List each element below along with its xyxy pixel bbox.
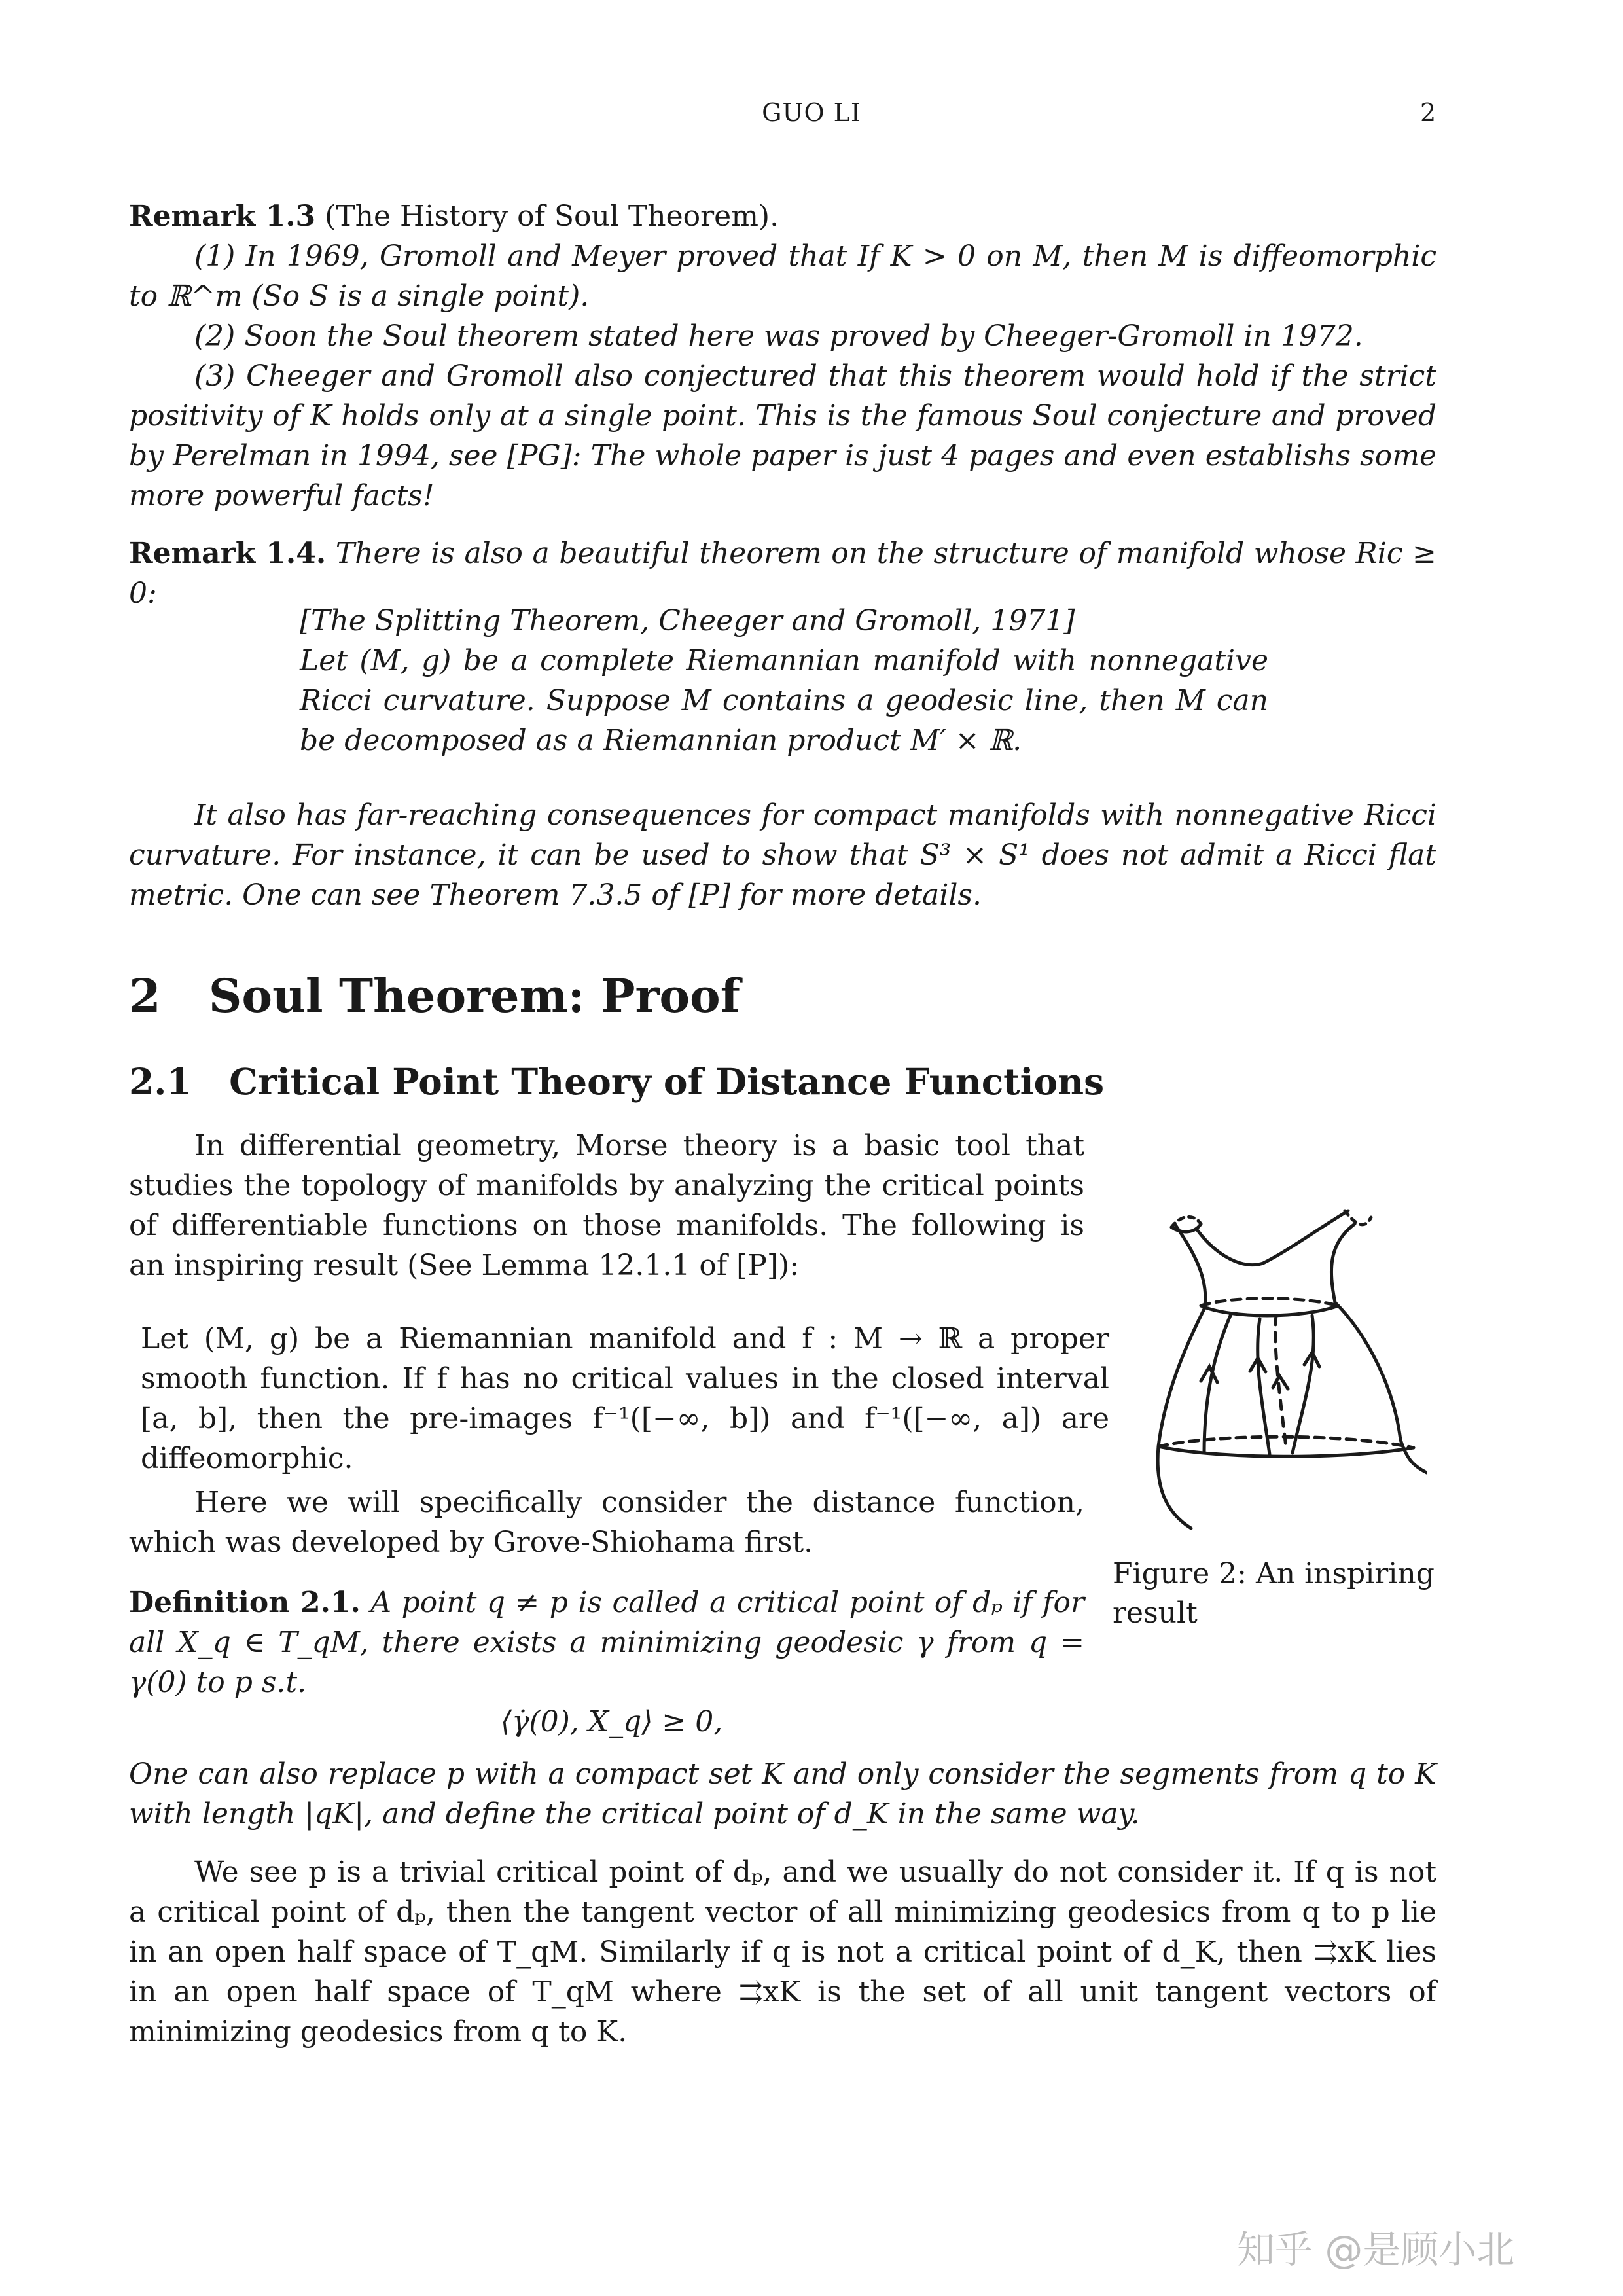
remark-1-3-label: Remark 1.3 — [129, 200, 316, 233]
watermark: 知乎 @是顾小北 — [1237, 2227, 1515, 2272]
lower-ellipse-front — [1158, 1446, 1414, 1456]
upper-ellipse-front — [1201, 1306, 1338, 1316]
closing-paragraph — [129, 1852, 1436, 2052]
consequence-text: It also has far-reaching consequences for compact manifolds with nonnegative Ricci curvature. For instance, it can be used to show that S³ × S¹ does not admit a Ricci flat metric. One can see Theorem 7.3.5 of [P] for more details. — [129, 798, 1436, 912]
flow-line-1 — [1204, 1316, 1230, 1453]
remark-1-3-item-1: (1) In 1969, Gromoll and Meyer proved that If K > 0 on M, then M is diffeomorphic to ℝ^m (So S is a single point). — [129, 240, 1436, 313]
definition-extension: One can also replace p with a compact set K and only consider the segments from q to K with length |qK|, and define the critical point of d_K in the same way. — [129, 1757, 1436, 1831]
definition-text: A point q ≠ p is called a critical point of dₚ if for all X_q ∈ T_qM, there exists a minimizing geodesic γ from q = γ(0) to p s.t. — [129, 1586, 1084, 1699]
subsection-number: 2.1 — [129, 1060, 192, 1103]
quote-body: Let (M, g) be a complete Riemannian manifold with nonnegative Ricci curvature. Suppose M contains a geodesic line, then M can be decomposed as a Riemannian product M′ × ℝ. — [300, 644, 1268, 757]
quote-title: [The Splitting Theorem, Cheeger and Gromoll, 1971] — [300, 604, 1075, 637]
splitting-theorem-quote — [300, 601, 1268, 761]
lemma-box — [141, 1319, 1109, 1479]
right-neck — [1331, 1224, 1355, 1302]
section-heading — [129, 969, 740, 1023]
subsection-heading — [129, 1060, 1104, 1103]
intro-text: In differential geometry, Morse theory is a basic tool that studies the topology of manifolds by analyzing the critical points of differentiable functions on those manifolds. The following is an inspiring result (See Lemma 12.1.1 of [P]): — [129, 1129, 1084, 1282]
subsection-title: Critical Point Theory of Distance Functions — [229, 1060, 1105, 1103]
figure-2-drawing — [1139, 1198, 1427, 1538]
flow-line-2 — [1258, 1319, 1270, 1454]
flow-line-4 — [1293, 1316, 1313, 1453]
remark-1-4-label: Remark 1.4. — [129, 537, 327, 570]
remark-1-4-consequence — [129, 795, 1436, 915]
remark-1-3-item-2: (2) Soon the Soul theorem stated here was proved by Cheeger-Gromoll in 1972. — [194, 319, 1363, 353]
neck-curve — [1198, 1211, 1348, 1265]
page-number: 2 — [1420, 98, 1436, 127]
closing-text: We see p is a trivial critical point of dₚ, and we usually do not consider it. If q is not a critical point of dₚ, then the tangent vector of all minimizing geodesics from q to p lie in an open half space of T_qM. Similarly if q is not a critical point of d_K, then ⇉xK lies in an open half space of T_qM where ⇉xK is the set of all unit tangent vectors of minimizing geodesics from q to K. — [129, 1856, 1436, 2049]
distance-paragraph — [129, 1482, 1084, 1562]
remark-1-3-title: (The History of Soul Theorem). — [325, 200, 779, 233]
running-head: GUO LI — [762, 98, 861, 127]
figure-2-caption: Figure 2: An inspiring result — [1113, 1557, 1435, 1630]
definition-label: Definition 2.1. — [129, 1586, 361, 1619]
definition-2-1 — [129, 1583, 1084, 1702]
remark-1-4-text: There is also a beautiful theorem on the structure of manifold whose Ric ≥ 0: — [129, 537, 1436, 610]
lemma-text: Let (M, g) be a Riemannian manifold and f : M → ℝ a proper smooth function. If f has no critical values in the closed interval [a, b], then the pre-images f⁻¹([−∞, b]) and f⁻¹([−∞, a]) are diffeomorphic. — [141, 1322, 1109, 1475]
upper-ellipse-back — [1201, 1299, 1338, 1306]
definition-equation: ⟨γ̇(0), X_q⟩ ≥ 0, — [501, 1705, 723, 1738]
remark-1-3 — [129, 196, 1436, 516]
left-contour — [1158, 1224, 1205, 1528]
section-number: 2 — [129, 969, 161, 1023]
remark-1-3-item-3: (3) Cheeger and Gromoll also conjectured that this theorem would hold if the strict positivity of K holds only at a single point. This is the famous Soul conjecture and proved by Perelman in 1994, see [PG]: The whole paper is just 4 pages and even establishs some more powerful facts! — [129, 359, 1436, 512]
top-right-cap — [1345, 1211, 1371, 1225]
distance-text: Here we will specifically consider the distance function, which was developed by Grove-Shiohama first. — [129, 1486, 1084, 1559]
section-title: Soul Theorem: Proof — [208, 969, 740, 1023]
arrow-1 — [1201, 1367, 1217, 1382]
intro-paragraph — [129, 1126, 1084, 1285]
